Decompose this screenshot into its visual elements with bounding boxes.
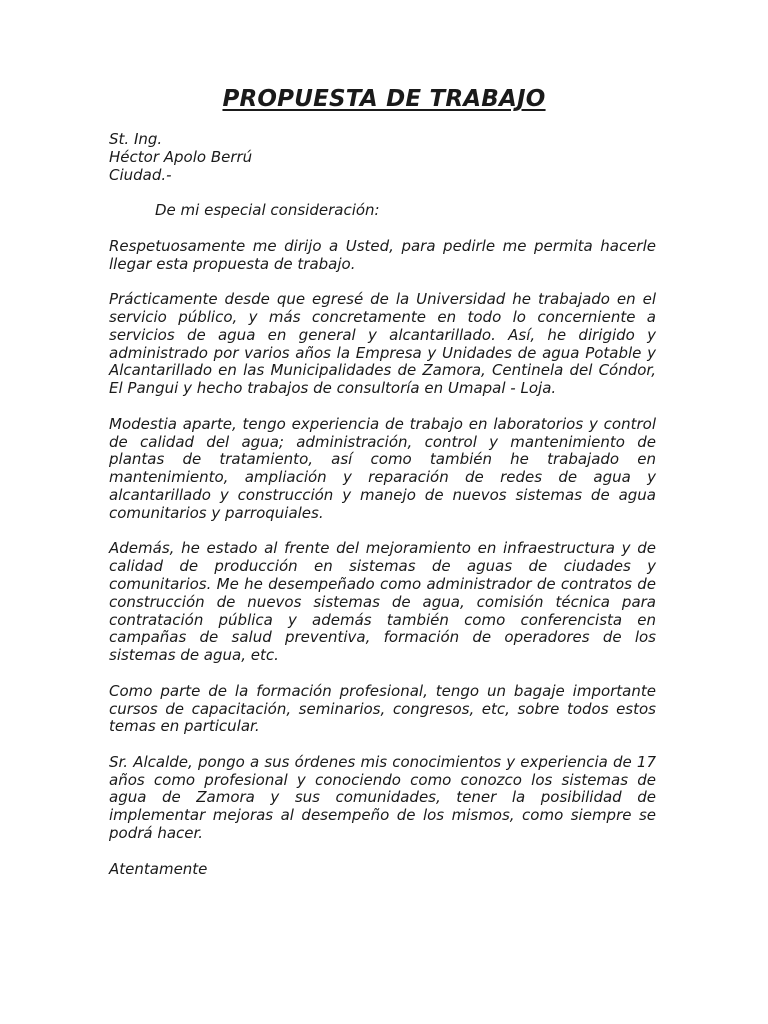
recipient-block bbox=[109, 131, 656, 184]
recipient-title: St. Ing. bbox=[109, 130, 163, 148]
paragraph-training: Como parte de la formación profesional, tengo un bagaje importante cursos de capacitación, seminarios, congresos, etc, sobre todos estos temas en particular. bbox=[109, 681, 656, 736]
greeting: De mi especial consideración: bbox=[155, 201, 380, 220]
paragraph-offer: Sr. Alcalde, pongo a sus órdenes mis conocimientos y experiencia de 17 años como profesional y conociendo como conozco los sistemas de agua de Zamora y sus comunidades, tener la posibilidad de implementar mejoras al desempeño de los mismos, como siempre se podrá hacer. bbox=[109, 752, 656, 843]
closing: Atentamente bbox=[109, 859, 208, 878]
paragraph-achievements: Además, he estado al frente del mejoramiento en infraestructura y de calidad de producción en sistemas de aguas de ciudades y comunitarios. Me he desempeñado como administrador de contratos de construcción de nuevos sistemas de agua, comisión técnica para contratación pública y además también como conferencista en campañas de salud preventiva, formación de operadores de los sistemas de agua, etc. bbox=[109, 539, 656, 665]
paragraph-background: Prácticamente desde que egresé de la Universidad he trabajado en el servicio público, y más concretamente en todo lo concerniente a servicios de agua en general y alcantarillado. Así, he dirigido y administrado por varios años la Empresa y Unidades de agua Potable y Alcantarillado en las Municipalidades de Zamora, Centinela del Cóndor, El Pangui y hecho trabajos de consultoría en Umapal - Loja. bbox=[109, 290, 656, 398]
letter-body bbox=[109, 131, 656, 878]
recipient-city: Ciudad.- bbox=[109, 165, 172, 184]
paragraph-intro: Respetuosamente me dirijo a Usted, para pedirle me permita hacerle llegar esta propuesta de trabajo. bbox=[109, 236, 656, 273]
paragraph-experience: Modestia aparte, tengo experiencia de trabajo en laboratorios y control de calidad del agua; administración, control y mantenimiento de plantas de tratamiento, así como también he trabajado en mantenimiento, ampliación y reparación de redes de agua y alcantarillado y construcción y manejo de nuevos sistemas de agua comunitarios y parroquiales. bbox=[109, 414, 656, 522]
document-title: PROPUESTA DE TRABAJO bbox=[222, 86, 546, 112]
recipient-name: Héctor Apolo Berrú bbox=[109, 147, 253, 166]
